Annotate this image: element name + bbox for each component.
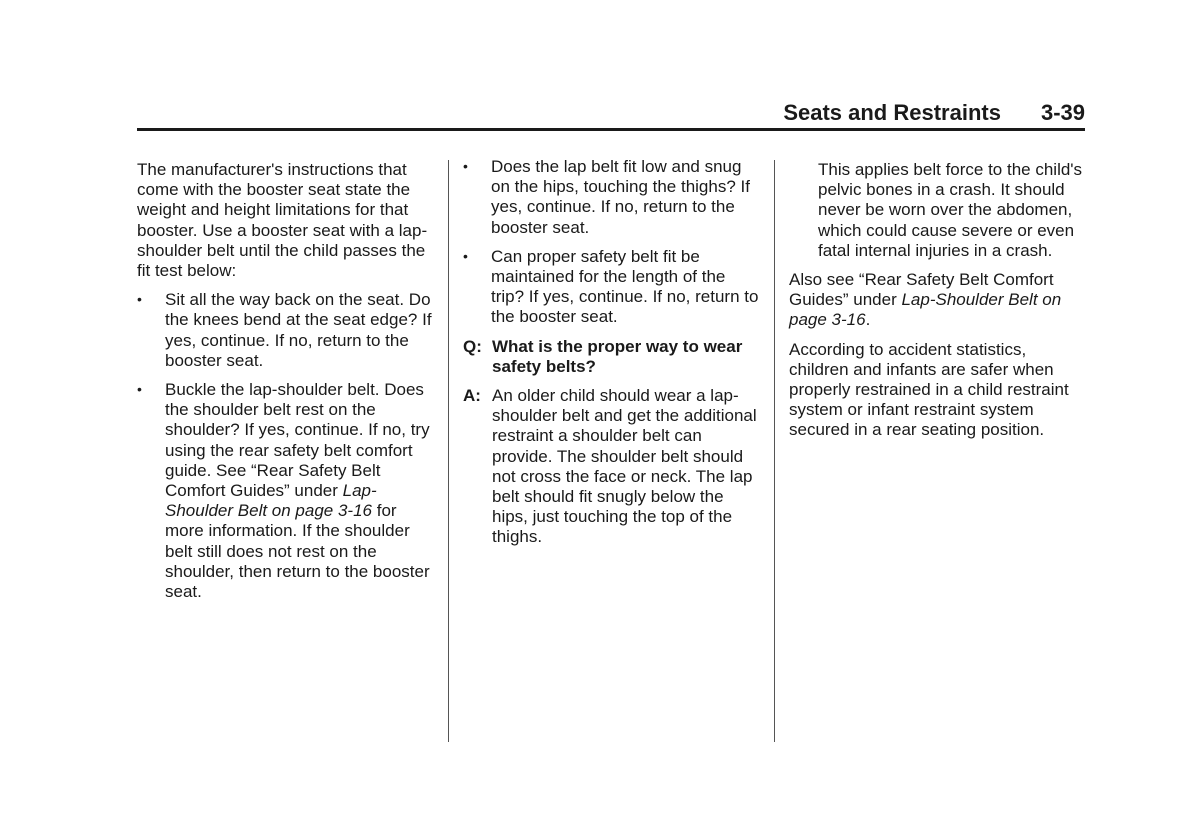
page-number: 3-39	[1040, 100, 1085, 125]
question-text: What is the proper way to wear safety belts?	[492, 336, 743, 376]
list-item-text: Can proper safety belt fit be maintained for the length of the trip? If yes, continue. If no, return to the booster seat.	[491, 246, 759, 327]
statistics-paragraph: According to accident statistics, children and infants are safer when properly restrained in a child restraint system or infant restraint system secured in a rear seating position.	[789, 339, 1069, 440]
see-also-text: Also see “Rear Safety Belt Comfort Guides” under	[789, 270, 1054, 310]
column-3	[789, 160, 1089, 450]
list-item-text: for more information. If the shoulder belt still does not rest on the shoulder, then return to the booster seat.	[165, 501, 430, 602]
list-item	[137, 290, 437, 371]
page-header	[137, 100, 1085, 130]
bullet-icon: •	[463, 158, 468, 174]
page-reference-link[interactable]: Lap-Shoulder Belt on page 3-16	[165, 481, 377, 521]
question	[463, 337, 763, 377]
list-item-text: Buckle the lap-shoulder belt. Does the shoulder belt rest on the shoulder? If yes, continue. If no, try using the rear safety belt comfort guide. See “Rear Safety Belt Comfort Guides” under	[165, 380, 430, 501]
header-rule	[137, 128, 1085, 131]
column-1	[137, 160, 437, 611]
intro-paragraph: The manufacturer's instructions that come with the booster seat state the weight and height limitations for that booster. Use a booster seat with a lap-shoulder belt until the child passes the fit test below:	[137, 160, 428, 281]
page-reference-link[interactable]: Lap-Shoulder Belt on page 3-16	[789, 290, 1062, 330]
list-item	[463, 247, 763, 328]
bullet-icon: •	[463, 247, 468, 264]
bullet-icon: •	[137, 291, 142, 308]
bullet-icon: •	[137, 381, 142, 398]
list-item-text: Sit all the way back on the seat. Do the knees bend at the seat edge? If yes, continue. If no, return to the booster seat.	[165, 290, 432, 370]
list-item-text: Does the lap belt fit low and snug on the hips, touching the thighs? If yes, continue. If no, return to the booster seat.	[491, 157, 750, 237]
see-also-paragraph	[789, 270, 1089, 331]
column-divider-2	[774, 160, 775, 742]
answer	[463, 386, 763, 548]
list-item	[463, 157, 763, 238]
list-item	[137, 380, 437, 602]
answer-label: A:	[463, 386, 481, 406]
column-divider-1	[448, 160, 449, 742]
question-label: Q:	[463, 336, 482, 356]
column-2	[463, 157, 763, 557]
continued-paragraph: This applies belt force to the child's pelvic bones in a crash. It should never be worn over the abdomen, which could cause severe or even fatal internal injuries in a crash.	[818, 160, 1083, 260]
see-also-end: .	[865, 310, 871, 330]
answer-text: An older child should wear a lap-shoulder belt and get the additional restraint a shoulder belt can provide. The shoulder belt should not cross the face or neck. The lap belt should fit snugly below the hips, just touching the top of the thighs.	[492, 386, 757, 547]
section-title: Seats and Restraints	[783, 100, 1001, 125]
